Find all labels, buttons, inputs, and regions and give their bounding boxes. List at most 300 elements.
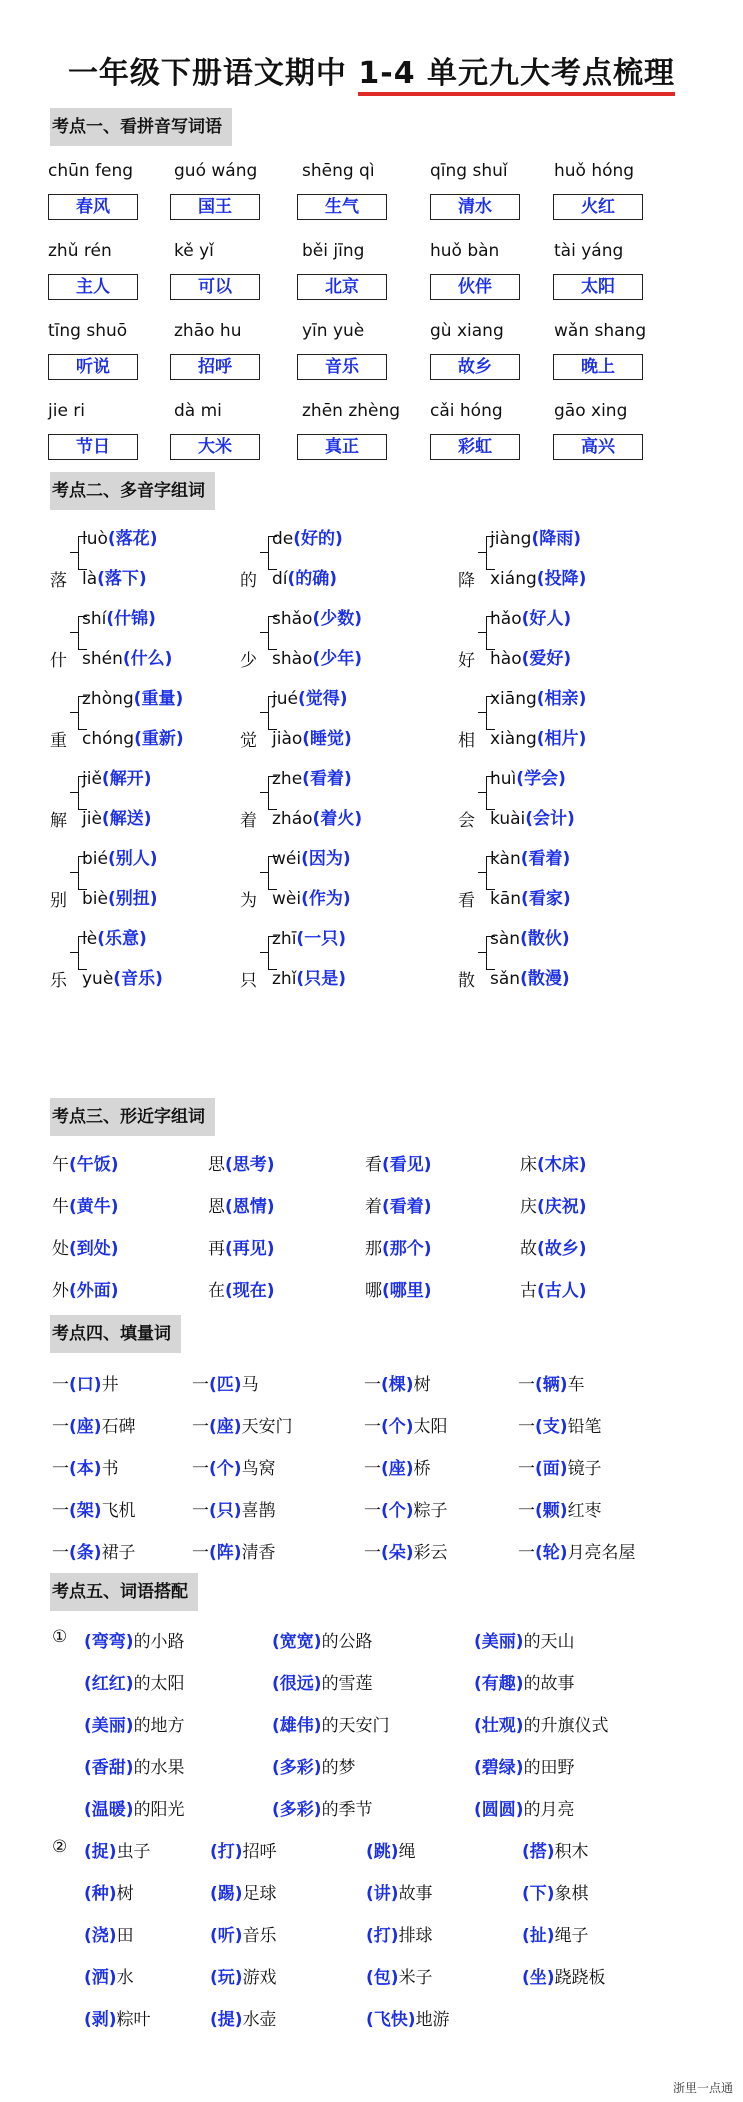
answer-word: (搭)	[522, 1842, 555, 1862]
suffix-text: 车	[567, 1375, 585, 1395]
suffix-text: 马	[241, 1375, 259, 1395]
suffix-text: 米子	[398, 1968, 433, 1988]
answer-word: (架)	[69, 1501, 102, 1521]
answer-text: 觉得	[305, 689, 340, 709]
answer-text: 别人	[115, 849, 150, 869]
collocation-item	[474, 1711, 609, 1736]
prefix-text: de	[272, 529, 294, 549]
answer-word: (本)	[69, 1459, 102, 1479]
prefix-text: 处	[52, 1239, 69, 1259]
polyphone-reading-1	[82, 924, 147, 949]
answer-word: (别人)	[107, 849, 158, 869]
prefix-text: jiě	[82, 769, 102, 789]
measure-word-item	[52, 1454, 119, 1479]
suffix-text: 的升旗仪式	[523, 1716, 609, 1736]
polyphone-reading-2	[272, 964, 346, 989]
prefix-glyph: 一	[192, 1459, 209, 1479]
answer-word: (爱好)	[521, 649, 572, 669]
answer-word: (会计)	[525, 809, 575, 829]
answer-word: (美丽)	[84, 1716, 134, 1736]
prefix-text: shǎo	[272, 609, 313, 629]
word-answer-box: 大米	[170, 434, 260, 460]
answer-text: 解开	[109, 769, 144, 789]
word-answer-box: 高兴	[553, 434, 643, 460]
polyphone-reading-2	[490, 724, 586, 749]
prefix-text: 牛	[52, 1197, 69, 1217]
pinyin-text: zhǔ rén	[48, 241, 112, 261]
prefix-text: hào	[490, 649, 522, 669]
collocation-item	[474, 1669, 575, 1694]
prefix-glyph: 一	[52, 1543, 69, 1563]
answer-word: (圆圆)	[474, 1800, 524, 1820]
word-answer-box: 晚上	[553, 354, 643, 380]
polyphone-char: 会	[458, 811, 475, 831]
answer-text: 扯	[529, 1926, 547, 1946]
answer-text: 个	[216, 1459, 234, 1479]
answer-text: 会计	[533, 809, 568, 829]
pinyin-text: zhāo hu	[174, 321, 242, 341]
polyphone-reading-1	[82, 844, 158, 869]
section-heading-3: 考点三、形近字组词	[50, 1098, 215, 1136]
answer-text: 种	[91, 1884, 109, 1904]
prefix-text: 再	[208, 1239, 225, 1259]
collocation-item	[366, 1921, 433, 1946]
answer-text: 打	[217, 1842, 235, 1862]
collocation-item	[366, 2005, 450, 2030]
answer-text: 多彩	[279, 1800, 314, 1820]
answer-word: (匹)	[209, 1375, 242, 1395]
answer-word: (落下)	[97, 569, 147, 589]
polyphone-reading-2	[490, 884, 571, 909]
polyphone-char: 别	[50, 891, 67, 911]
section-heading-1: 考点一、看拼音写词语	[50, 108, 232, 146]
suffix-text: 井	[101, 1375, 119, 1395]
word-answer-box: 真正	[297, 434, 387, 460]
word-answer-box: 招呼	[170, 354, 260, 380]
answer-word: (面)	[535, 1459, 568, 1479]
answer-text: 只	[216, 1501, 234, 1521]
answer-text: 包	[373, 1968, 391, 1988]
answer-text: 少数	[320, 609, 355, 629]
polyphone-char: 只	[240, 971, 257, 991]
answer-text: 好人	[529, 609, 564, 629]
answer-word: (颗)	[535, 1501, 568, 1521]
answer-text: 午饭	[76, 1155, 111, 1175]
prefix-glyph: 一	[364, 1459, 381, 1479]
polyphone-reading-1	[272, 924, 346, 949]
answer-text: 黄牛	[76, 1197, 111, 1217]
polyphone-reading-2	[272, 644, 362, 669]
word-answer-box: 主人	[48, 274, 138, 300]
answer-word: (一只)	[296, 929, 346, 949]
answer-word: (午饭)	[69, 1155, 119, 1175]
word-answer-box: 伙伴	[430, 274, 520, 300]
collocation-item	[210, 1963, 277, 1988]
suffix-text: 的地方	[133, 1716, 185, 1736]
answer-text: 宽宽	[279, 1632, 314, 1652]
suffix-text: 招呼	[242, 1842, 277, 1862]
similar-char-item	[365, 1234, 432, 1259]
measure-word-item	[192, 1454, 276, 1479]
answer-word: (散伙)	[520, 929, 570, 949]
answer-word: (黄牛)	[69, 1197, 119, 1217]
answer-text: 打	[373, 1926, 391, 1946]
answer-word: (温暖)	[84, 1800, 134, 1820]
answer-text: 坐	[529, 1968, 547, 1988]
answer-text: 圆圆	[481, 1800, 516, 1820]
answer-text: 故乡	[544, 1239, 579, 1259]
collocation-item	[84, 1753, 185, 1778]
answer-word: (什锦)	[106, 609, 156, 629]
polyphone-char: 散	[458, 971, 475, 991]
polyphone-reading-2	[82, 564, 147, 589]
answer-word: (的确)	[287, 569, 338, 589]
answer-text: 颗	[542, 1501, 560, 1521]
prefix-text: zhǐ	[272, 969, 297, 989]
prefix-text: 古	[520, 1281, 537, 1301]
suffix-text: 太阳	[413, 1417, 448, 1437]
answer-word: (辆)	[535, 1375, 568, 1395]
prefix-glyph: 一	[518, 1375, 535, 1395]
prefix-text: 那	[365, 1239, 382, 1259]
collocation-item	[84, 1627, 185, 1652]
prefix-text: là	[82, 569, 98, 589]
polyphone-reading-2	[82, 724, 184, 749]
prefix-glyph: 一	[364, 1543, 381, 1563]
polyphone-reading-2	[82, 964, 163, 989]
suffix-text: 清香	[241, 1543, 276, 1563]
measure-word-item	[364, 1370, 431, 1395]
measure-word-item	[364, 1538, 448, 1563]
prefix-text: 床	[520, 1155, 537, 1175]
pinyin-text: qīng shuǐ	[430, 161, 508, 181]
answer-text: 思考	[232, 1155, 267, 1175]
polyphone-reading-1	[490, 524, 581, 549]
similar-char-item	[208, 1276, 275, 1301]
suffix-text: 书	[101, 1459, 119, 1479]
polyphone-reading-2	[490, 564, 586, 589]
answer-word: (浇)	[84, 1926, 117, 1946]
suffix-text: 彩云	[413, 1543, 448, 1563]
answer-text: 跳	[373, 1842, 391, 1862]
prefix-text: zhòng	[82, 689, 134, 709]
collocation-number-2: ②	[52, 1837, 68, 1857]
pinyin-text: tài yáng	[554, 241, 624, 261]
similar-char-item	[365, 1276, 432, 1301]
answer-word: (好人)	[521, 609, 572, 629]
answer-word: (飞快)	[366, 2010, 416, 2030]
polyphone-reading-2	[272, 564, 337, 589]
prefix-text: biè	[82, 889, 108, 909]
polyphone-reading-1	[490, 684, 586, 709]
collocation-item	[366, 1879, 433, 1904]
answer-text: 洒	[91, 1968, 109, 1988]
prefix-text: 恩	[208, 1197, 225, 1217]
answer-word: (美丽)	[474, 1632, 524, 1652]
answer-word: (解开)	[101, 769, 152, 789]
answer-word: (庆祝)	[537, 1197, 587, 1217]
polyphone-char: 重	[50, 731, 67, 751]
pinyin-text: tīng shuō	[48, 321, 128, 341]
prefix-text: luò	[82, 529, 108, 549]
pinyin-text: kě yǐ	[174, 241, 214, 261]
prefix-text: zháo	[272, 809, 313, 829]
answer-word: (提)	[210, 2010, 243, 2030]
answer-text: 到处	[76, 1239, 111, 1259]
polyphone-reading-1	[490, 764, 566, 789]
similar-char-item	[520, 1276, 587, 1301]
answer-text: 壮观	[481, 1716, 516, 1736]
collocation-item	[522, 1963, 606, 1988]
answer-text: 下	[529, 1884, 547, 1904]
prefix-text: zhī	[272, 929, 297, 949]
answer-word: (故乡)	[537, 1239, 587, 1259]
measure-word-item	[364, 1412, 448, 1437]
answer-word: (看着)	[302, 769, 352, 789]
answer-word: (解送)	[101, 809, 152, 829]
suffix-text: 铅笔	[567, 1417, 602, 1437]
answer-word: (多彩)	[272, 1758, 322, 1778]
collocation-item	[272, 1753, 356, 1778]
polyphone-reading-1	[82, 764, 151, 789]
suffix-text: 象棋	[554, 1884, 589, 1904]
suffix-text: 裙子	[101, 1543, 136, 1563]
answer-word: (宽宽)	[272, 1632, 322, 1652]
answer-word: (跳)	[366, 1842, 399, 1862]
suffix-text: 绳子	[554, 1926, 589, 1946]
title-highlight: 1-4 单元九大考点梳理	[358, 56, 675, 96]
polyphone-reading-2	[490, 804, 575, 829]
suffix-text: 天安门	[241, 1417, 293, 1437]
polyphone-reading-1	[490, 604, 571, 629]
answer-word: (到处)	[69, 1239, 119, 1259]
prefix-text: xiāng	[490, 689, 537, 709]
word-answer-box: 音乐	[297, 354, 387, 380]
pinyin-text: huǒ bàn	[430, 241, 500, 261]
polyphone-reading-1	[272, 844, 351, 869]
prefix-glyph: 一	[518, 1501, 535, 1521]
collocation-item	[84, 1963, 134, 1988]
prefix-glyph: 一	[518, 1543, 535, 1563]
answer-word: (个)	[381, 1501, 414, 1521]
answer-word: (香甜)	[84, 1758, 134, 1778]
answer-text: 雄伟	[279, 1716, 314, 1736]
prefix-glyph: 一	[364, 1417, 381, 1437]
answer-text: 搭	[529, 1842, 547, 1862]
answer-word: (只)	[209, 1501, 242, 1521]
suffix-text: 月亮名屋	[567, 1543, 636, 1563]
answer-word: (口)	[69, 1375, 102, 1395]
answer-text: 座	[76, 1417, 94, 1437]
answer-word: (觉得)	[297, 689, 348, 709]
prefix-glyph: 一	[52, 1501, 69, 1521]
title-prefix: 一年级下册语文期中	[67, 56, 359, 91]
measure-word-item	[518, 1370, 585, 1395]
suffix-text: 的田野	[523, 1758, 575, 1778]
prefix-text: jiàng	[490, 529, 532, 549]
polyphone-char: 为	[240, 891, 257, 911]
answer-text: 恩情	[232, 1197, 267, 1217]
answer-word: (那个)	[382, 1239, 432, 1259]
word-answer-box: 可以	[170, 274, 260, 300]
answer-word: (捉)	[84, 1842, 117, 1862]
suffix-text: 树	[413, 1375, 431, 1395]
prefix-text: kān	[490, 889, 522, 909]
section-heading-2: 考点二、多音字组词	[50, 472, 215, 510]
answer-text: 捉	[91, 1842, 109, 1862]
suffix-text: 的阳光	[133, 1800, 185, 1820]
answer-text: 多彩	[279, 1758, 314, 1778]
answer-word: (重新)	[134, 729, 184, 749]
answer-text: 看着	[309, 769, 344, 789]
suffix-text: 积木	[554, 1842, 589, 1862]
answer-text: 踢	[217, 1884, 235, 1904]
answer-word: (乐意)	[97, 929, 147, 949]
prefix-text: 着	[365, 1197, 382, 1217]
answer-text: 有趣	[481, 1674, 516, 1694]
measure-word-item	[518, 1496, 602, 1521]
answer-word: (听)	[210, 1926, 243, 1946]
measure-word-item	[518, 1412, 602, 1437]
answer-word: (朵)	[381, 1543, 414, 1563]
similar-char-item	[520, 1192, 587, 1217]
answer-text: 好的	[301, 529, 336, 549]
answer-text: 散漫	[527, 969, 562, 989]
prefix-text: jué	[272, 689, 298, 709]
answer-text: 作为	[308, 889, 343, 909]
section-heading-5: 考点五、词语搭配	[50, 1573, 198, 1611]
answer-word: (只是)	[296, 969, 346, 989]
prefix-glyph: 一	[52, 1375, 69, 1395]
suffix-text: 足球	[242, 1884, 277, 1904]
measure-word-item	[52, 1412, 136, 1437]
answer-text: 看家	[528, 889, 563, 909]
suffix-text: 跷跷板	[554, 1968, 606, 1988]
answer-word: (条)	[69, 1543, 102, 1563]
polyphone-reading-1	[82, 684, 183, 709]
answer-text: 那个	[389, 1239, 424, 1259]
collocation-item	[474, 1753, 575, 1778]
suffix-text: 的雪莲	[321, 1674, 373, 1694]
answer-word: (阵)	[209, 1543, 242, 1563]
collocation-item	[474, 1627, 575, 1652]
answer-word: (包)	[366, 1968, 399, 1988]
answer-word: (木床)	[537, 1155, 587, 1175]
polyphone-reading-2	[272, 804, 362, 829]
collocation-item	[272, 1669, 373, 1694]
footer-watermark: 浙里一点通	[672, 2081, 733, 2095]
collocation-item	[210, 1837, 277, 1862]
answer-word: (支)	[535, 1417, 568, 1437]
word-answer-box: 节日	[48, 434, 138, 460]
pinyin-text: chūn feng	[48, 161, 134, 181]
answer-text: 木床	[544, 1155, 579, 1175]
answer-text: 提	[217, 2010, 235, 2030]
word-answer-box: 国王	[170, 194, 260, 220]
polyphone-char: 解	[50, 811, 67, 831]
polyphone-char: 看	[458, 891, 475, 911]
word-answer-box: 彩虹	[430, 434, 520, 460]
answer-word: (红红)	[84, 1674, 134, 1694]
prefix-text: hǎo	[490, 609, 522, 629]
measure-word-item	[518, 1538, 636, 1563]
answer-word: (什么)	[122, 649, 173, 669]
answer-word: (踢)	[210, 1884, 243, 1904]
answer-text: 的确	[295, 569, 330, 589]
answer-word: (个)	[209, 1459, 242, 1479]
answer-word: (现在)	[225, 1281, 275, 1301]
answer-word: (种)	[84, 1884, 117, 1904]
answer-text: 支	[542, 1417, 560, 1437]
prefix-glyph: 一	[52, 1459, 69, 1479]
suffix-text: 粽子	[413, 1501, 448, 1521]
answer-word: (重量)	[133, 689, 184, 709]
prefix-text: xiáng	[490, 569, 537, 589]
answer-word: (睡觉)	[302, 729, 352, 749]
collocation-item	[84, 2005, 151, 2030]
similar-char-item	[52, 1192, 119, 1217]
suffix-text: 的太阳	[133, 1674, 185, 1694]
pinyin-text: dà mi	[174, 401, 222, 421]
answer-text: 哪里	[389, 1281, 424, 1301]
suffix-text: 的水果	[133, 1758, 185, 1778]
answer-text: 睡觉	[310, 729, 345, 749]
answer-text: 落花	[115, 529, 150, 549]
word-answer-box: 太阳	[553, 274, 643, 300]
pinyin-text: jie ri	[48, 401, 86, 421]
answer-text: 古人	[544, 1281, 579, 1301]
answer-text: 看见	[389, 1155, 424, 1175]
suffix-text: 音乐	[242, 1926, 277, 1946]
answer-text: 红红	[91, 1674, 126, 1694]
prefix-text: kuài	[490, 809, 526, 829]
answer-word: (雄伟)	[272, 1716, 322, 1736]
prefix-text: shí	[82, 609, 107, 629]
prefix-glyph: 一	[518, 1459, 535, 1479]
answer-word: (哪里)	[382, 1281, 432, 1301]
answer-word: (投降)	[536, 569, 587, 589]
word-answer-box: 故乡	[430, 354, 520, 380]
prefix-text: jiào	[272, 729, 303, 749]
similar-char-item	[520, 1150, 587, 1175]
answer-word: (棵)	[381, 1375, 414, 1395]
suffix-text: 的故事	[523, 1674, 575, 1694]
answer-word: (思考)	[225, 1155, 275, 1175]
collocation-item	[522, 1921, 589, 1946]
answer-word: (少年)	[312, 649, 363, 669]
similar-char-item	[52, 1276, 119, 1301]
answer-word: (看家)	[521, 889, 571, 909]
pinyin-text: běi jīng	[302, 241, 365, 261]
polyphone-char: 相	[458, 731, 475, 751]
answer-text: 棵	[388, 1375, 406, 1395]
prefix-glyph: 一	[192, 1417, 209, 1437]
prefix-text: sǎn	[490, 969, 521, 989]
pinyin-text: cǎi hóng	[430, 401, 503, 421]
answer-word: (恩情)	[225, 1197, 275, 1217]
prefix-glyph: 一	[518, 1417, 535, 1437]
pinyin-text: wǎn shang	[554, 321, 647, 341]
suffix-text: 绳	[398, 1842, 416, 1862]
prefix-glyph: 一	[364, 1501, 381, 1521]
answer-word: (壮观)	[474, 1716, 524, 1736]
answer-text: 外面	[76, 1281, 111, 1301]
answer-word: (个)	[381, 1417, 414, 1437]
answer-word: (碧绿)	[474, 1758, 524, 1778]
polyphone-reading-1	[490, 924, 570, 949]
collocation-number-1: ①	[52, 1627, 68, 1647]
pinyin-text: guó wáng	[174, 161, 258, 181]
